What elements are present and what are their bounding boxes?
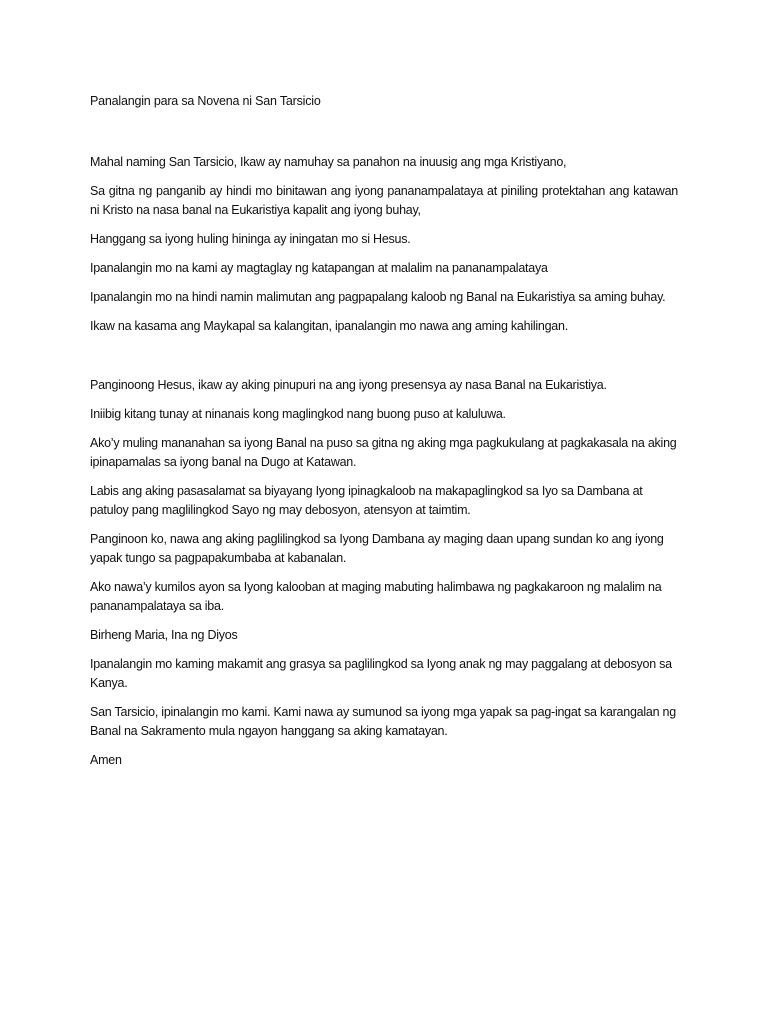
prayer-paragraph: San Tarsicio, ipinalangin mo kami. Kami nawa ay sumunod sa iyong mga yapak sa pag-ingat sa karangalan ng Banal na Sakramento mula ngayon hanggang sa aking kamatayan. bbox=[90, 705, 676, 738]
prayer-paragraph: Labis ang aking pasasalamat sa biyayang Iyong ipinagkaloob na makapaglingkod sa Iyo sa Dambana at patuloy pang maglilingkod Sayo ng may debosyon, atensyon at taimtim. bbox=[90, 484, 643, 517]
prayer-paragraph: Panginoong Hesus, ikaw ay aking pinupuri na ang iyong presensya ay nasa Banal na Eukaristiya. bbox=[90, 378, 607, 392]
prayer-paragraph: Ako nawa’y kumilos ayon sa Iyong kalooban at maging mabuting halimbawa ng pagkakaroon ng malalim na pananampalataya sa iba. bbox=[90, 580, 662, 613]
prayer-closing-amen: Amen bbox=[90, 753, 122, 767]
prayer-section-san-tarsicio bbox=[90, 153, 678, 336]
prayer-paragraph: Hanggang sa iyong huling hininga ay iningatan mo si Hesus. bbox=[90, 232, 411, 246]
prayer-paragraph: Ipanalangin mo na kami ay magtaglay ng katapangan at malalim na pananampalataya bbox=[90, 261, 548, 275]
prayer-paragraph: Panginoon ko, nawa ang aking paglilingkod sa Iyong Dambana ay maging daan upang sundan ko ang iyong yapak tungo sa pagpapakumbaba at kabanalan. bbox=[90, 532, 664, 565]
prayer-section-hesus bbox=[90, 376, 678, 770]
prayer-paragraph: Birheng Maria, Ina ng Diyos bbox=[90, 628, 238, 642]
prayer-paragraph: Iniibig kitang tunay at ninanais kong maglingkod nang buong puso at kaluluwa. bbox=[90, 407, 506, 421]
prayer-paragraph: Sa gitna ng panganib ay hindi mo binitawan ang iyong pananampalataya at piniling protektahan ang katawan ni Kristo na nasa banal na Eukaristiya kapalit ang iyong buhay, bbox=[90, 184, 678, 217]
prayer-paragraph: Ako’y muling mananahan sa iyong Banal na puso sa gitna ng aking mga pagkukulang at pagkakasala na aking ipinapamalas sa iyong banal na Dugo at Katawan. bbox=[90, 436, 677, 469]
document-title: Panalangin para sa Novena ni San Tarsicio bbox=[90, 94, 321, 108]
prayer-paragraph: Ipanalangin mo na hindi namin malimutan ang pagpapalang kaloob ng Banal na Eukaristiya sa aming buhay. bbox=[90, 290, 666, 304]
prayer-paragraph: Ikaw na kasama ang Maykapal sa kalangitan, ipanalangin mo nawa ang aming kahilingan. bbox=[90, 319, 568, 333]
prayer-paragraph: Mahal naming San Tarsicio, Ikaw ay namuhay sa panahon na inuusig ang mga Kristiyano, bbox=[90, 155, 567, 169]
prayer-paragraph: Ipanalangin mo kaming makamit ang grasya sa paglilingkod sa Iyong anak ng may paggalang at debosyon sa Kanya. bbox=[90, 657, 672, 690]
document-page bbox=[90, 92, 678, 780]
